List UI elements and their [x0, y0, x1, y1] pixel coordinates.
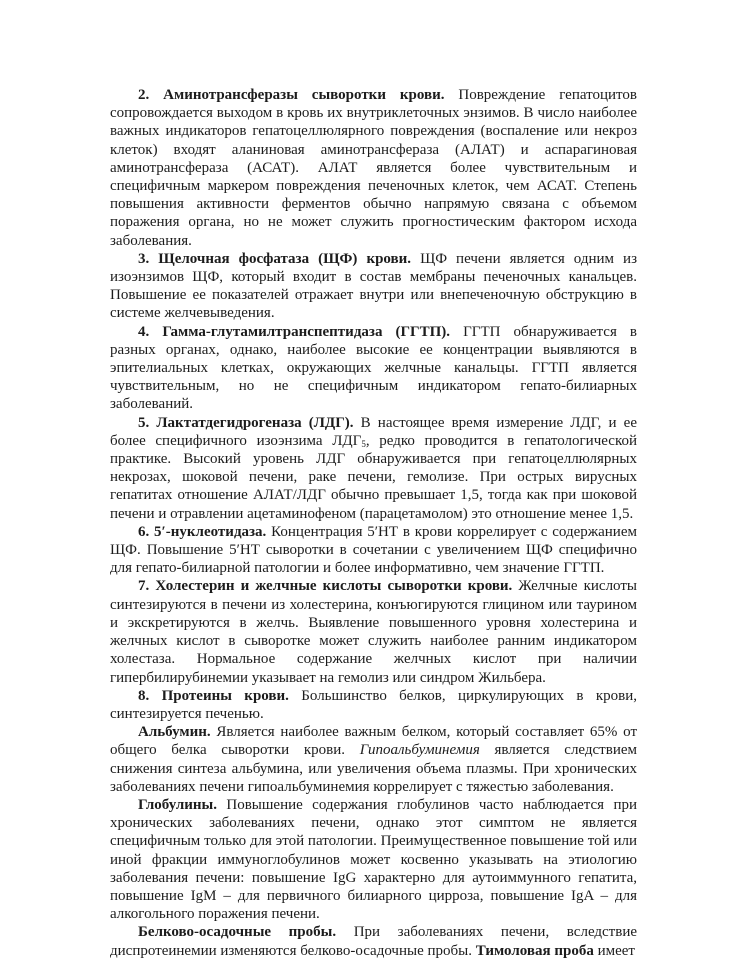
- paragraph-alkaline-phosphatase: [110, 250, 637, 323]
- subscript-ldh5: 5: [361, 438, 366, 449]
- text-albumin-part1: Является наиболее важным белком, который составляет 65% от общего белка сыворотки крови.: [110, 724, 637, 759]
- heading-alkaline-phosphatase: 3. Щелочная фосфатаза (ЩФ) крови.: [138, 250, 412, 267]
- text-protein-sediment-tests: При заболеваниях печени, вследствие диспротеинемии изменяются белково-осадочные пробы.: [110, 924, 638, 959]
- text-alkaline-phosphatase: ЩФ печени является одним из изоэнзимов ЩФ, который входит в состав мембраны печеночных канальцев. Повышение ее показателей отражает внутри или внепеченочную обструкцию в системе желчевыведения.: [110, 250, 637, 322]
- text-ldh-part1: В настоящее время измерение ЛДГ, и ее более специфичного изоэнзима ЛДГ: [110, 414, 637, 449]
- heading-5-nucleotidase: 6. 5′-нуклеотидаза.: [138, 523, 267, 540]
- text-globulins: Повышение содержания глобулинов часто наблюдается при хронических заболеваниях печени, однако этот симптом не является специфичным только для этой патологии. Преимущественное повышение той или иной фракции иммуноглобулинов может косвенно указывать на этиологию заболевания печени: повышение IgG характерно для аутоиммунного гепатита, повышение IgM – для первичного билиарного цирроза, повышение IgA – для алкогольного поражения печени.: [110, 796, 637, 923]
- text-cholesterol-bile-acids: Желчные кислоты синтезируются в печени из холестерина, конъюгируются глицином или таурином и экскретируются в желчь. Выявление повышенного уровня холестерина и желчных кислот в сыворотке может служить наиболее ранним индикатором холестаза. Нормальное содержание желчных кислот при наличии гипербилирубинемии указывает на гемолиз или синдром Жильбера.: [110, 578, 637, 686]
- text-blood-proteins: Большинство белков, циркулирующих в крови, синтезируется печенью.: [110, 687, 637, 722]
- paragraph-protein-sediment-tests: [110, 923, 637, 959]
- paragraph-albumin: [110, 723, 637, 796]
- heading-aminotransferases: 2. Аминотрансферазы сыворотки крови.: [138, 87, 445, 103]
- paragraph-5-nucleotidase: [110, 523, 637, 578]
- heading-protein-sediment-tests: Белково-осадочные пробы.: [138, 924, 337, 941]
- heading-albumin: Альбумин.: [138, 724, 211, 741]
- paragraph-cholesterol-bile-acids: [110, 577, 637, 686]
- paragraph-globulins: [110, 796, 637, 923]
- text-5-nucleotidase: Концентрация 5′НТ в крови коррелирует с содержанием ЩФ. Повышение 5′НТ сыворотки в сочетании с увеличением ЩФ специфично для гепато-билиарной патологии и более информативно, чем значение ГГТП.: [110, 523, 637, 577]
- heading-blood-proteins: 8. Протеины крови.: [138, 687, 289, 704]
- text-albumin-part2: является следствием снижения синтеза альбумина, или увеличения объема плазмы. При хронических заболеваниях печени гипоальбуминемия коррелирует с тяжестью заболевания.: [110, 742, 637, 795]
- paragraph-blood-proteins: [110, 687, 637, 723]
- text-thymol-test-start: имеет: [597, 942, 635, 959]
- heading-ldh: 5. Лактатдегидрогеназа (ЛДГ).: [138, 414, 354, 431]
- heading-globulins: Глобулины.: [138, 796, 217, 813]
- heading-cholesterol-bile-acids: 7. Холестерин и желчные кислоты сыворотки крови.: [138, 578, 513, 595]
- text-ggtp: ГГТП обнаруживается в разных органах, однако, наиболее высокие ее концентрации выявляются в эпителиальных клетках, окружающих желчные канальцы. ГГТП является чувствительным, но не специфичным индикатором гепато-билиарных заболеваний.: [110, 323, 638, 413]
- text-ldh-part2: , редко проводится в гепатологической практике. Высокий уровень ЛДГ обнаруживается при гепатоцеллюлярных некрозах, шоковой печени, раке печени, гемолизе. При острых вирусных гепатитах отношение АЛАТ/ЛДГ обычно превышает 1,5, тогда как при шоковой печени и отравлении ацетаминофеном (парацетамолом) это отношение менее 1,5.: [110, 432, 637, 522]
- term-hypoalbuminemia: Гипоальбуминемия: [359, 742, 480, 759]
- paragraph-ggtp: [110, 323, 637, 414]
- paragraph-aminotransferases: [110, 86, 637, 250]
- heading-ggtp: 4. Гамма-глутамилтранспептидаза (ГГТП).: [138, 323, 451, 340]
- heading-thymol-test: Тимоловая проба: [475, 942, 594, 959]
- paragraph-ldh: [110, 414, 637, 523]
- text-aminotransferases: Повреждение гепатоцитов сопровождается выходом в кровь их внутриклеточных энзимов. В число наиболее важных индикаторов гепатоцеллюлярного повреждения (воспаление или некроз клеток) входят аланиновая аминотрансфераза (АЛАТ) и аспарагиновая аминотрансфераза (АСАТ). АЛАТ является более чувствительным и специфичным маркером повреждения печеночных клеток, чем АСАТ. Степень повышения активности ферментов обычно напрямую связана с объемом поражения органа, но не может служить прогностическим фактором исхода заболевания.: [110, 87, 637, 249]
